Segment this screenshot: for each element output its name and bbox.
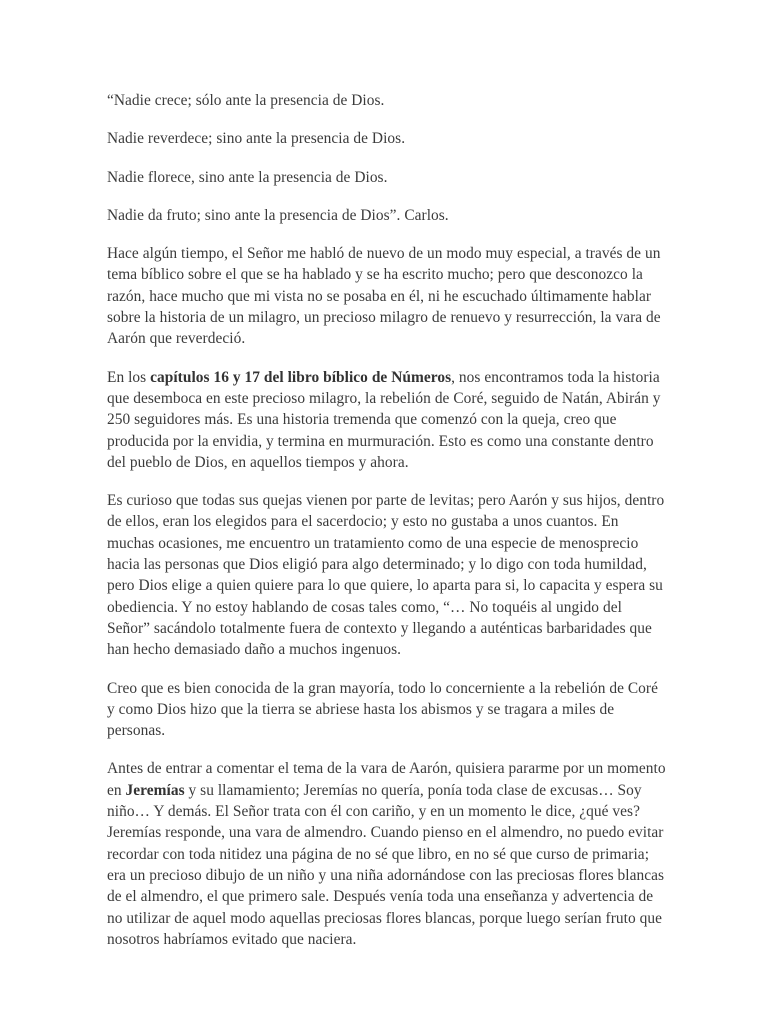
paragraph-text: y su llamamiento; Jeremías no quería, ponía toda clase de excusas… Soy niño… Y demás. El Señor trata con él con cariño, y en un momento le dice, ¿qué ves? Jeremías responde, una vara de almendro. Cuando pienso en el almendro, no puedo evitar recordar con toda nitidez una página de no sé que libro, en no sé que curso de primaria; era un precioso dibujo de un niño y una niña adornándose con las preciosas flores blancas de el almendro, el que primero sale. Después venía toda una enseñanza y advertencia de no utilizar de aquel modo aquellas preciosas flores blancas, porque luego serían fruto que nosotros habríamos evitado que naciera. [107, 781, 665, 948]
paragraph-text: En los [107, 368, 151, 386]
bold-reference: capítulos 16 y 17 del libro bíblico de Números [150, 368, 452, 386]
quote-line: Nadie florece, sino ante la presencia de Dios. [107, 168, 388, 186]
quote-line: Nadie reverdece; sino ante la presencia de Dios. [107, 130, 406, 148]
paragraph-text: , nos encontramos toda la historia que desemboca en este precioso milagro, la rebelión de Coré, seguido de Natán, Abirán y 250 seguidores más. Es una historia tremenda que comenzó con la queja, creo que producida por la envidia, y termina en murmuración. Esto es como una constante dentro del pueblo de Dios, en aquellos tiempos y ahora. [107, 368, 661, 471]
paragraph-levitas: Es curioso que todas sus quejas vienen por parte de levitas; pero Aarón y sus hijos, dentro de ellos, eran los elegidos para el sacerdocio; y esto no gustaba a unos cuantos. En muchas ocasiones, me encuentro un tratamiento como de una especie de menosprecio hacia las personas que Dios eligió para algo determinado; y lo digo con toda humildad, pero Dios elige a quien quiere para lo que quiere, lo aparta para si, lo capacita y espera su obediencia. Y no estoy hablando de cosas tales como, “… No toquéis al ungido del Señor” sacándolo totalmente fuera de contexto y llegando a auténticas barbaridades que han hecho demasiado daño a muchos ingenuos. [107, 492, 665, 659]
paragraph-jeremias [107, 758, 667, 950]
paragraph-numeros [107, 367, 667, 473]
bold-reference: Jeremías [125, 781, 185, 799]
paragraph-intro: Hace algún tiempo, el Señor me habló de nuevo de un modo muy especial, a través de un tema bíblico sobre el que se ha hablado y se ha escrito mucho; pero que desconozco la razón, hace mucho que mi vista no se posaba en él, ni he escuchado últimamente hablar sobre la historia de un milagro, un precioso milagro de renuevo y resurrección, la vara de Aarón que reverdeció. [107, 245, 661, 348]
paragraph-text: Antes de entrar a comentar el tema de la vara de Aarón, quisiera pararme por un momento en [107, 760, 666, 799]
quote-line: “Nadie crece; sólo ante la presencia de Dios. [107, 92, 385, 109]
quote-line: Nadie da fruto; sino ante la presencia de Dios”. Carlos. [107, 206, 449, 224]
paragraph-core: Creo que es bien conocida de la gran mayoría, todo lo concerniente a la rebelión de Coré y como Dios hizo que la tierra se abriese hasta los abismos y se tragara a miles de personas. [107, 679, 658, 740]
document-page [107, 90, 667, 967]
